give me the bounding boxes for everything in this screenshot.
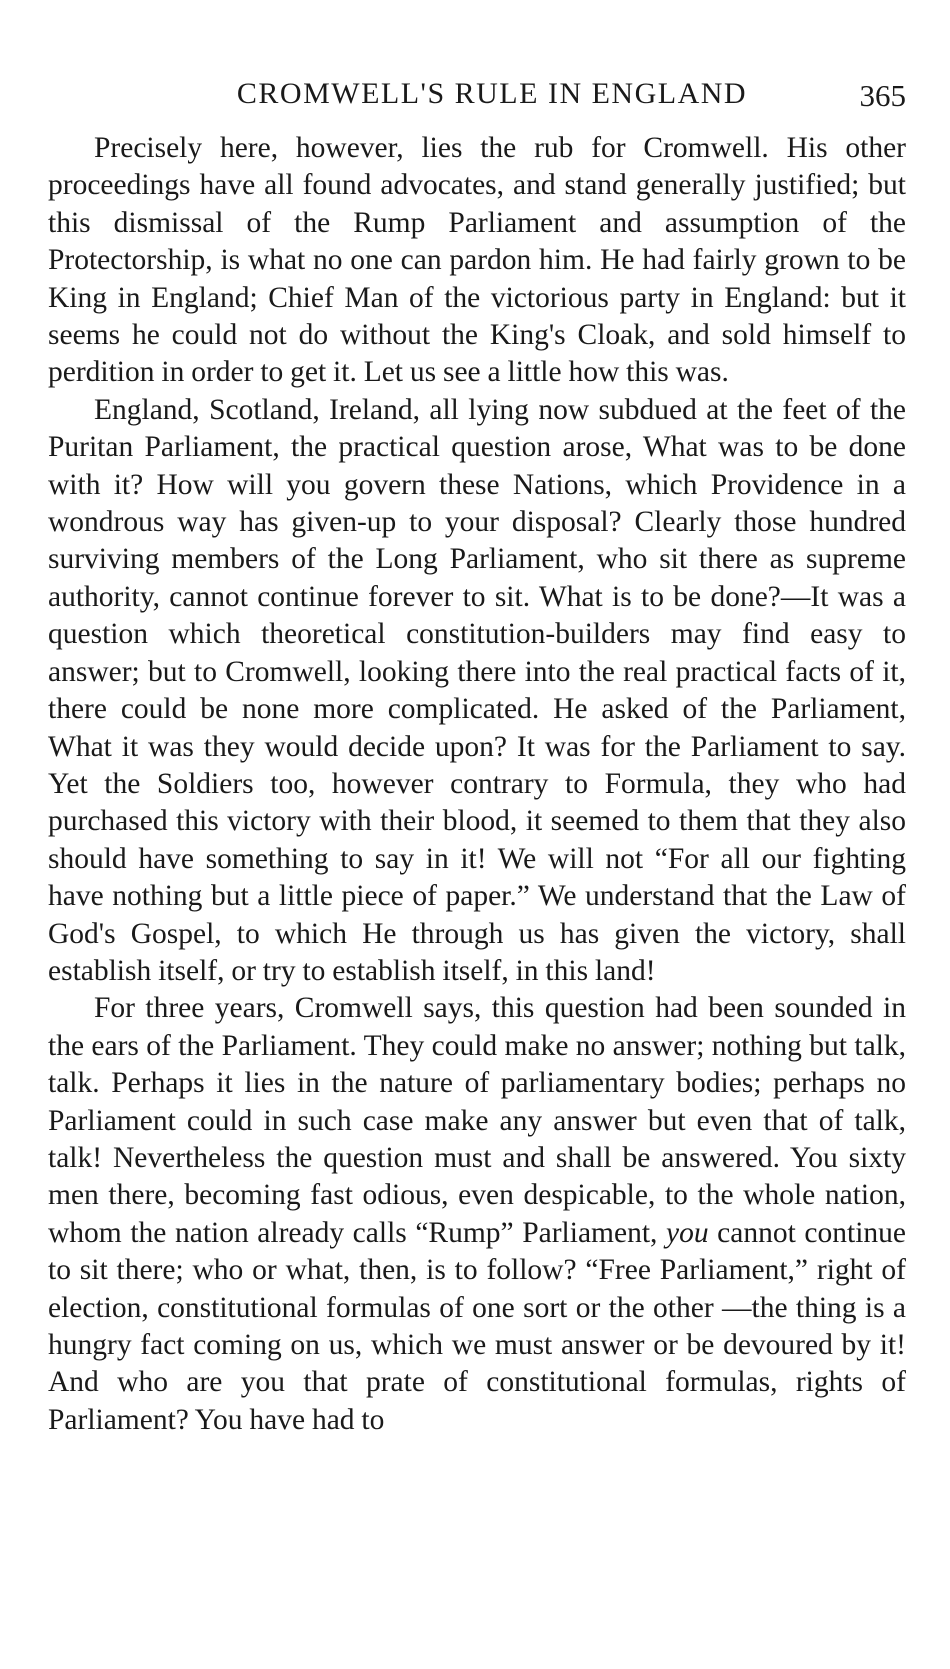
- page-number: 365: [859, 78, 906, 113]
- emphasis-you: you: [666, 1216, 709, 1249]
- paragraph-3-text-after: cannot continue to sit there; who or what, then, is to follow? “Free Parliament,” right of election, constitutional formulas of one sort or the other —the thing is a hungry fact coming on us, which we must answer or be devoured by it! And who are you that prate of constitutional formulas, rights of Parliament? You have had to: [48, 1216, 906, 1436]
- body-text: [48, 130, 906, 1439]
- paragraph-3: [48, 990, 906, 1439]
- running-head: [48, 72, 906, 116]
- paragraph-1: Precisely here, however, lies the rub for Cromwell. His other proceedings have all found advocates, and stand generally justified; but this dismissal of the Rump Parliament and assumption of the Protectorship, is what no one can pardon him. He had fairly grown to be King in England; Chief Man of the victorious party in England: but it seems he could not do without the King's Cloak, and sold himself to perdition in order to get it. Let us see a little how this was.: [48, 132, 906, 389]
- book-page: [48, 72, 906, 1439]
- paragraph-3-text-before: For three years, Cromwell says, this question had been sounded in the ears of the Parliament. They could make no answer; nothing but talk, talk. Perhaps it lies in the nature of parliamentary bodies; perhaps no Parliament could in such case make any answer but even that of talk, talk! Nevertheless the question must and shall be answered. You sixty men there, becoming fast odious, even despicable, to the whole nation, whom the nation already calls “Rump” Parliament,: [48, 992, 906, 1249]
- paragraph-2: England, Scotland, Ireland, all lying now subdued at the feet of the Puritan Parliament, the practical question arose, What was to be done with it? How will you govern these Nations, which Providence in a wondrous way has given-up to your disposal? Clearly those hundred surviving members of the Long Parliament, who sit there as supreme authority, cannot continue forever to sit. What is to be done?—It was a question which theoretical constitution-builders may find easy to answer; but to Cromwell, looking there into the real practical facts of it, there could be none more complicated. He asked of the Parliament, What it was they would decide upon? It was for the Parliament to say. Yet the Soldiers too, however contrary to Formula, they who had purchased this victory with their blood, it seemed to them that they also should have something to say in it! We will not “For all our fighting have nothing but a little piece of paper.” We understand that the Law of God's Gospel, to which He through us has given the victory, shall establish itself, or try to establish itself, in this land!: [48, 393, 906, 987]
- running-title: CROMWELL'S RULE IN ENGLAND: [236, 77, 748, 110]
